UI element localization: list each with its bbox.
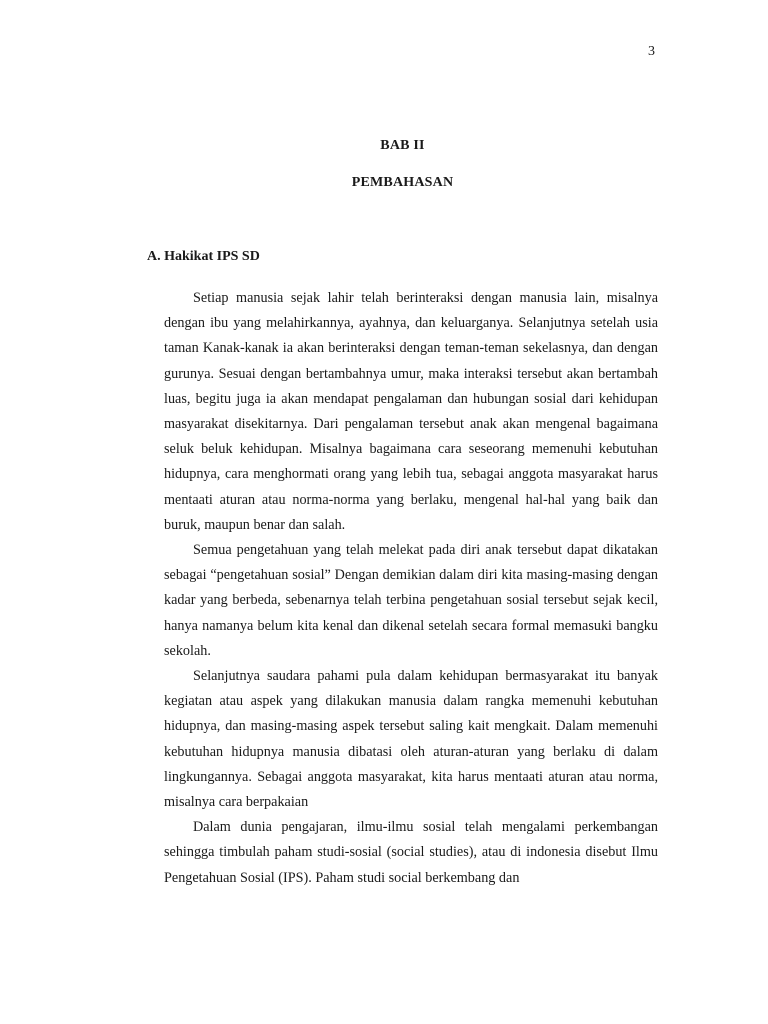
chapter-title: PEMBAHASAN bbox=[351, 175, 454, 190]
paragraph: Semua pengetahuan yang telah melekat pada diri anak tersebut dapat dikatakan sebagai “pengetahuan sosial” Dengan demikian dalam diri kita masing-masing dengan kadar yang berbeda, sebenarnya telah terbina pengetahuan sosial tersebut sejak kecil, hanya namanya belum kita kenal dan dikenal setelah secara formal memasuki bangku sekolah. bbox=[164, 542, 658, 659]
body-text bbox=[164, 286, 658, 891]
paragraph: Setiap manusia sejak lahir telah berinteraksi dengan manusia lain, misalnya dengan ibu yang melahirkannya, ayahnya, dan keluarganya. Selanjutnya setelah usia taman Kanak-kanak ia akan berinteraksi dengan teman-teman sekelasnya, dan dengan gurunya. Sesuai dengan bertambahnya umur, maka interaksi tersebut akan bertambah luas, begitu juga ia akan mendapat pengalaman dan hubungan sosial dari kehidupan masyarakat disekitarnya. Dari pengalaman tersebut anak akan mengenal bagaimana seluk beluk kehidupan. Misalnya bagaimana cara seseorang memenuhi kebutuhan hidupnya, cara menghormati orang yang lebih tua, sebagai anggota masyarakat harus mentaati aturan atau norma-norma yang berlaku, mengenal hal-hal yang baik dan buruk, maupun benar dan salah. bbox=[164, 290, 658, 533]
page-number: 3 bbox=[648, 44, 655, 59]
paragraph: Dalam dunia pengajaran, ilmu-ilmu sosial telah mengalami perkembangan sehingga timbulah paham studi-sosial (social studies), atau di indonesia disebut Ilmu Pengetahuan Sosial (IPS). Paham studi social berkembang dan bbox=[164, 819, 658, 886]
paragraph: Selanjutnya saudara pahami pula dalam kehidupan bermasyarakat itu banyak kegiatan atau aspek yang dilakukan manusia dalam rangka memenuhi kebutuhan hidupnya, dan masing-masing aspek tersebut saling kait mengkait. Dalam memenuhi kebutuhan hidupnya manusia dibatasi oleh aturan-aturan yang berlaku di dalam lingkungannya. Sebagai anggota masyarakat, kita harus mentaati aturan atau norma, misalnya cara berpakaian bbox=[164, 668, 658, 811]
section-heading: A. Hakikat IPS SD bbox=[147, 249, 260, 264]
chapter-heading: BAB II bbox=[380, 138, 425, 153]
